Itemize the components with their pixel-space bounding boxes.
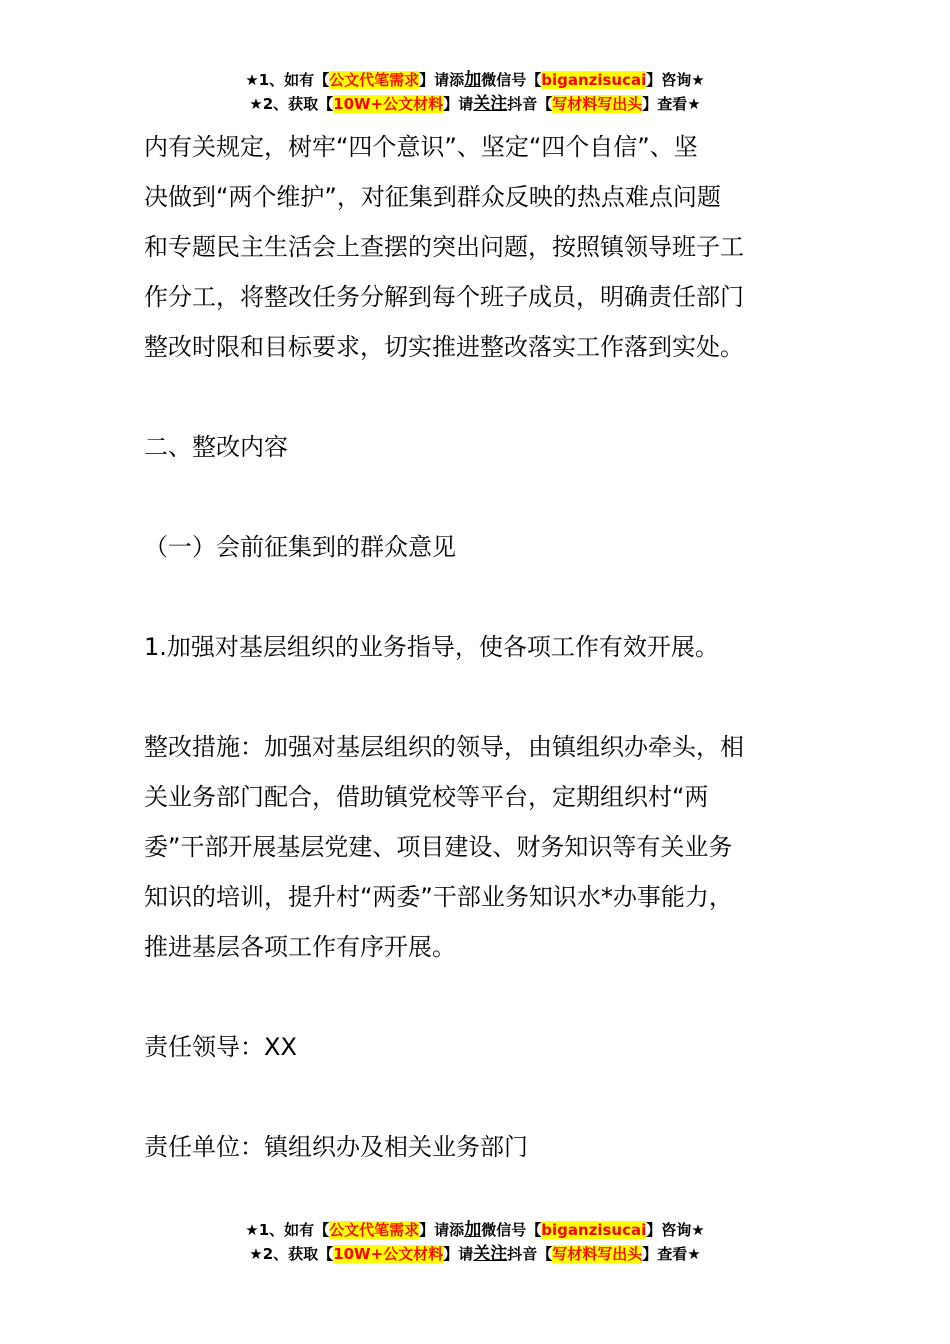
subsection-title: （一）会前征集到的群众意见 (144, 533, 456, 561)
banner-text: 】请 (443, 95, 474, 113)
banner-emphasis: 加 (464, 70, 482, 90)
banner-line-1 (0, 1218, 950, 1242)
banner-text: ★2、获取【 (249, 95, 334, 113)
paragraph-line: 整改时限和目标要求，切实推进整改落实工作落到实处。 (144, 333, 744, 361)
paragraph-line: 作分工，将整改任务分解到每个班子成员，明确责任部门 (144, 283, 744, 311)
banner-text: 】请 (443, 1245, 474, 1263)
measure-line: 推进基层各项工作有序开展。 (144, 933, 456, 961)
measure-line: 委”干部开展基层党建、项目建设、财务知识等有关业务 (144, 833, 733, 861)
banner-text: 抖音【 (507, 1245, 553, 1263)
banner-emphasis: 关注 (473, 1244, 508, 1264)
banner-line-2 (0, 92, 950, 116)
banner-line-2 (0, 1242, 950, 1266)
banner-text: 】请添 (419, 71, 465, 89)
item-heading: 1.加强对基层组织的业务指导，使各项工作有效开展。 (144, 633, 719, 661)
paragraph-line: 内有关规定，树牢“四个意识”、坚定“四个自信”、坚 (144, 133, 698, 161)
banner-highlight: 公文代笔需求 (329, 1221, 420, 1239)
banner-highlight: biganzisucai (541, 1221, 647, 1239)
footer-banner (0, 1218, 950, 1266)
responsible-leader: 责任领导：XX (144, 1033, 297, 1061)
banner-text: 】咨询★ (646, 1221, 705, 1239)
banner-text: 微信号【 (481, 1221, 542, 1239)
banner-text: 微信号【 (481, 71, 542, 89)
banner-text: ★1、如有【 (245, 1221, 330, 1239)
banner-line-1 (0, 68, 950, 92)
measure-line: 整改措施：加强对基层组织的领导，由镇组织办牵头，相 (144, 733, 744, 761)
banner-text: 】查看★ (642, 1245, 701, 1263)
banner-text: 】查看★ (642, 95, 701, 113)
header-banner (0, 68, 950, 116)
document-body (144, 122, 808, 1172)
section-title: 二、整改内容 (144, 433, 288, 461)
banner-emphasis: 关注 (473, 94, 508, 114)
banner-text: 】咨询★ (646, 71, 705, 89)
banner-emphasis: 加 (464, 1220, 482, 1240)
paragraph-line: 决做到“两个维护”，对征集到群众反映的热点难点问题 (144, 183, 721, 211)
measure-line: 关业务部门配合，借助镇党校等平台，定期组织村“两 (144, 783, 709, 811)
banner-highlight: 写材料写出头 (552, 95, 643, 113)
banner-highlight: 10W+公文材料 (333, 1245, 444, 1263)
measure-line: 知识的培训，提升村“两委”干部业务知识水*办事能力， (144, 883, 733, 911)
banner-text: 】请添 (419, 1221, 465, 1239)
banner-highlight: 写材料写出头 (552, 1245, 643, 1263)
responsible-unit: 责任单位：镇组织办及相关业务部门 (144, 1133, 528, 1161)
banner-highlight: 10W+公文材料 (333, 95, 444, 113)
banner-text: ★1、如有【 (245, 71, 330, 89)
banner-text: ★2、获取【 (249, 1245, 334, 1263)
banner-text: 抖音【 (507, 95, 553, 113)
paragraph-line: 和专题民主生活会上查摆的突出问题，按照镇领导班子工 (144, 233, 744, 261)
banner-highlight: 公文代笔需求 (329, 71, 420, 89)
banner-highlight: biganzisucai (541, 71, 647, 89)
